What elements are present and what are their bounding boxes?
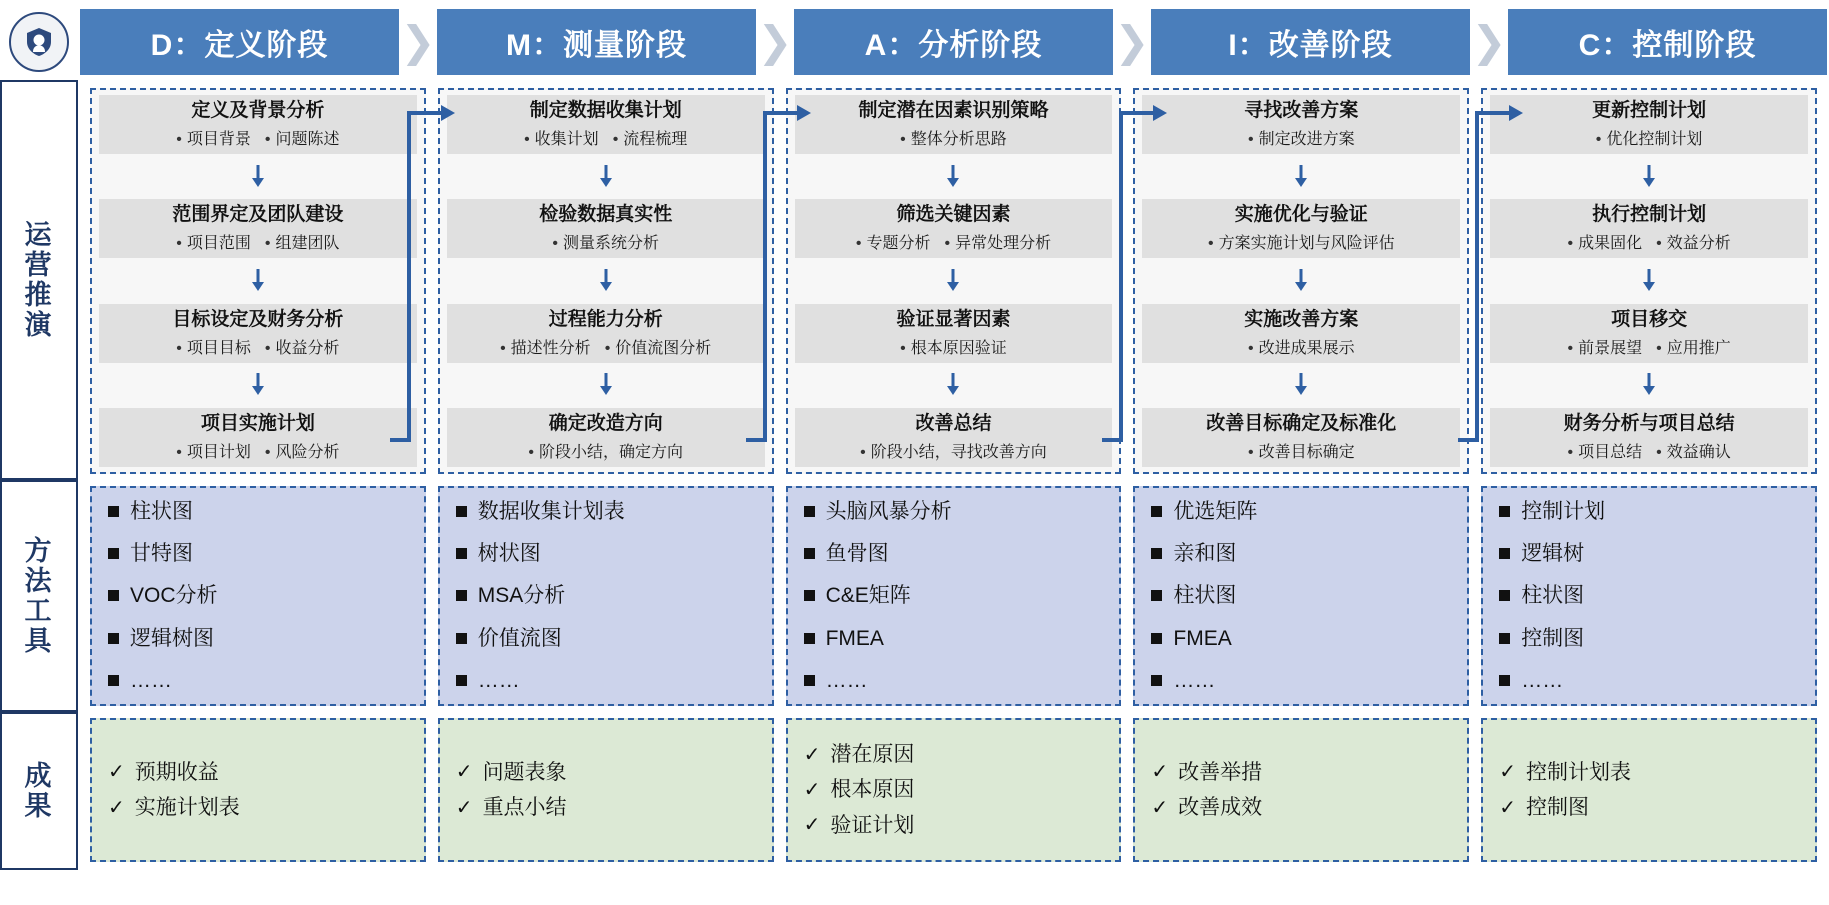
ops-step[interactable] — [447, 95, 765, 154]
outcome-item[interactable] — [456, 761, 756, 784]
outcome-item[interactable] — [804, 814, 1104, 837]
bullet-square-icon — [804, 633, 815, 644]
ops-step-items — [449, 126, 763, 149]
ops-step[interactable] — [99, 199, 417, 258]
outcome-item-label: 重点小结 — [482, 796, 567, 819]
bullet-square-icon — [804, 590, 815, 601]
ops-column-measure — [438, 88, 774, 474]
ops-step-title: 财务分析与项目总结 — [1563, 413, 1735, 435]
tool-item-label: 亲和图 — [1173, 542, 1237, 566]
ops-step-item: • 整体分析思路 — [900, 126, 1007, 149]
tool-item[interactable] — [1499, 627, 1799, 650]
tool-item-label: 控制图 — [1521, 626, 1585, 650]
bullet-square-icon — [1499, 590, 1510, 601]
band-operations — [0, 80, 1829, 480]
check-mark-icon: ✓ — [803, 743, 821, 766]
tool-item-label: FMEA — [1173, 626, 1232, 650]
tool-item[interactable] — [108, 542, 408, 565]
operations-columns — [78, 80, 1829, 480]
ops-step-items — [1144, 439, 1458, 462]
tool-item[interactable] — [1151, 584, 1451, 607]
ops-step-items — [101, 230, 415, 253]
tool-item[interactable] — [804, 627, 1104, 650]
chevron-right-icon: ❯ — [400, 18, 436, 65]
tool-item[interactable] — [804, 584, 1104, 607]
ops-step-items — [797, 126, 1111, 149]
outcome-column-control — [1481, 718, 1817, 862]
ops-step-item: • 项目范围 — [176, 230, 251, 253]
ops-step-items — [797, 335, 1111, 358]
ops-step[interactable] — [1490, 199, 1808, 258]
tool-item[interactable] — [1499, 500, 1799, 523]
ops-step[interactable] — [1490, 408, 1808, 467]
outcome-item[interactable] — [1151, 796, 1451, 819]
bullet-square-icon — [1499, 506, 1510, 517]
outcome-item[interactable] — [1499, 796, 1799, 819]
band-outcome — [0, 712, 1829, 870]
arrow-down-icon — [447, 372, 765, 398]
ops-step-items — [449, 439, 763, 462]
tools-column-analyze — [786, 486, 1122, 706]
tool-item-label: 逻辑树图 — [130, 626, 214, 650]
bullet-square-icon — [1151, 675, 1162, 686]
ops-step-items — [1144, 335, 1458, 358]
arrow-down-icon — [447, 268, 765, 294]
outcome-item-label: 根本原因 — [830, 778, 915, 802]
tool-item[interactable] — [108, 669, 408, 692]
bullet-square-icon — [1499, 633, 1510, 644]
ops-step-title: 执行控制计划 — [1592, 204, 1707, 226]
ops-step-item: • 收益分析 — [265, 335, 340, 358]
arrow-down-icon — [447, 164, 765, 190]
bullet-square-icon — [108, 633, 119, 644]
ops-step-item: • 测量系统分析 — [552, 230, 659, 253]
tool-item-label: …… — [477, 668, 520, 692]
outcome-item-label: 控制计划表 — [1525, 760, 1631, 784]
tool-item-label: C&E矩阵 — [825, 584, 911, 608]
outcome-item-label: 实施计划表 — [134, 796, 240, 819]
ops-step-title: 改善总结 — [915, 413, 992, 435]
ops-step-item: • 项目背景 — [176, 126, 251, 149]
ops-step-item: • 风险分析 — [265, 439, 340, 462]
tool-item-label: 价值流图 — [477, 626, 562, 650]
ops-step-item: • 收集计划 — [524, 126, 599, 149]
tool-item-label: …… — [130, 668, 172, 692]
tool-item-label: 柱状图 — [1173, 584, 1237, 608]
ops-step-title: 实施改善方案 — [1244, 308, 1359, 330]
ops-step-item: • 改进成果展示 — [1248, 335, 1355, 358]
ops-step-item: • 问题陈述 — [265, 126, 340, 149]
outcome-item-label: 验证计划 — [830, 813, 915, 837]
ops-step[interactable] — [795, 95, 1113, 154]
arrow-down-icon — [1142, 164, 1460, 190]
tool-item[interactable] — [804, 542, 1104, 565]
bullet-square-icon — [804, 675, 815, 686]
outcome-item[interactable] — [1499, 761, 1799, 784]
ops-step-items — [1144, 126, 1458, 149]
tool-item[interactable] — [456, 669, 756, 692]
tool-item-label: MSA分析 — [477, 584, 566, 608]
bullet-square-icon — [108, 506, 119, 517]
phase-header-measure[interactable]: M：测量阶段 — [437, 9, 756, 75]
chevron-right-icon: ❯ — [757, 18, 793, 65]
ops-step-item: • 优化控制计划 — [1596, 126, 1703, 149]
outcome-column-define — [90, 718, 426, 862]
bullet-square-icon — [1499, 548, 1510, 559]
shield-logo-icon — [9, 12, 69, 72]
arrow-down-icon — [1490, 164, 1808, 190]
bullet-square-icon — [456, 548, 467, 559]
tool-item[interactable] — [108, 500, 408, 523]
tool-item[interactable] — [108, 627, 408, 650]
arrow-down-icon — [795, 372, 1113, 398]
tool-item[interactable] — [456, 500, 756, 523]
ops-step-items — [101, 126, 415, 149]
bullet-square-icon — [1151, 548, 1162, 559]
tool-item-label: 逻辑树 — [1521, 542, 1585, 566]
tool-item[interactable] — [1499, 669, 1799, 692]
tool-item-label: 头脑风暴分析 — [825, 500, 952, 523]
outcome-item-label: 改善成效 — [1178, 796, 1263, 819]
ops-step[interactable] — [795, 408, 1113, 467]
ops-step-item: • 项目总结 — [1567, 439, 1642, 462]
tool-item[interactable] — [1499, 542, 1799, 565]
bullet-square-icon — [1151, 633, 1162, 644]
tool-item[interactable] — [804, 669, 1104, 692]
ops-step-title: 更新控制计划 — [1592, 100, 1707, 121]
arrow-down-icon — [99, 268, 417, 294]
phase-header-improve[interactable]: I：改善阶段 — [1151, 9, 1470, 75]
ops-step[interactable] — [1142, 95, 1460, 154]
bullet-square-icon — [1499, 675, 1510, 686]
arrow-down-icon — [1142, 372, 1460, 398]
ops-column-improve — [1133, 88, 1469, 474]
tool-item[interactable] — [1151, 627, 1451, 650]
ops-step-item: • 组建团队 — [265, 230, 340, 253]
band-label-operations — [0, 80, 78, 480]
ops-column-control — [1481, 88, 1817, 474]
ops-step-item: • 根本原因验证 — [900, 335, 1007, 358]
outcome-item-label: 预期收益 — [134, 760, 219, 784]
bullet-square-icon — [804, 548, 815, 559]
tools-columns — [78, 480, 1829, 712]
ops-step-items — [797, 230, 1111, 253]
band-label-outcome — [0, 712, 78, 870]
ops-step[interactable] — [1142, 199, 1460, 258]
phase-header-control[interactable]: C：控制阶段 — [1508, 9, 1827, 75]
ops-step-title: 制定数据收集计划 — [529, 100, 682, 121]
tool-item-label: …… — [1173, 668, 1216, 692]
ops-step[interactable] — [99, 95, 417, 154]
outcome-item[interactable] — [1151, 761, 1451, 784]
ops-step-item: • 效益分析 — [1656, 230, 1731, 253]
outcome-item-label: 控制图 — [1525, 796, 1589, 819]
band-label-operations-text: 运营推演 — [24, 219, 54, 341]
band-tools — [0, 480, 1829, 712]
logo-cell — [0, 12, 78, 72]
ops-step-item: • 流程梳理 — [613, 126, 688, 149]
tool-item-label: 柱状图 — [1521, 584, 1585, 608]
bullet-square-icon — [108, 590, 119, 601]
ops-step-item: • 成果固化 — [1567, 230, 1642, 253]
check-mark-icon: ✓ — [1499, 796, 1516, 819]
arrow-down-icon — [795, 164, 1113, 190]
ops-step[interactable] — [795, 304, 1113, 363]
ops-step-title: 寻找改善方案 — [1244, 100, 1359, 121]
bullet-square-icon — [456, 506, 467, 517]
check-mark-icon: ✓ — [1151, 761, 1169, 784]
check-mark-icon: ✓ — [455, 796, 473, 819]
ops-step-item: • 制定改进方案 — [1248, 126, 1355, 149]
phase-header-analyze[interactable]: A：分析阶段 — [794, 9, 1113, 75]
ops-step[interactable] — [1490, 304, 1808, 363]
check-mark-icon: ✓ — [1151, 796, 1169, 819]
ops-step-title: 过程能力分析 — [548, 308, 663, 330]
tools-column-measure — [438, 486, 774, 706]
check-mark-icon: ✓ — [1499, 761, 1516, 784]
ops-step[interactable] — [99, 304, 417, 363]
outcome-item-label: 问题表象 — [482, 760, 567, 784]
ops-step-item: • 前景展望 — [1567, 335, 1642, 358]
bullet-square-icon — [456, 590, 467, 601]
outcome-item-label: 潜在原因 — [830, 743, 915, 767]
check-mark-icon: ✓ — [108, 761, 125, 784]
ops-step-items — [449, 335, 763, 358]
ops-step-items — [1492, 439, 1806, 462]
tool-item-label: 优选矩阵 — [1173, 500, 1258, 523]
check-mark-icon: ✓ — [455, 761, 473, 784]
ops-step[interactable] — [99, 408, 417, 467]
ops-step-item: • 改善目标确定 — [1248, 439, 1355, 462]
chevron-right-icon: ❯ — [1114, 18, 1150, 65]
band-label-tools-text: 方法工具 — [24, 535, 54, 657]
ops-step[interactable] — [1142, 304, 1460, 363]
ops-step-item: • 方案实施计划与风险评估 — [1208, 230, 1395, 253]
phase-header-row — [0, 0, 1829, 80]
ops-step[interactable] — [1490, 95, 1808, 154]
outcome-item[interactable] — [456, 796, 756, 819]
arrow-down-icon — [99, 164, 417, 190]
tool-item-label: 数据收集计划表 — [477, 500, 625, 523]
outcome-column-measure — [438, 718, 774, 862]
tool-item-label: VOC分析 — [130, 584, 218, 608]
ops-column-define — [90, 88, 426, 474]
phase-headers — [78, 4, 1829, 80]
ops-step-title: 筛选关键因素 — [896, 204, 1011, 226]
ops-step-item: • 阶段小结，寻找改善方向 — [860, 439, 1047, 462]
ops-step-items — [797, 439, 1111, 462]
ops-step-title: 项目实施计划 — [200, 413, 315, 435]
bullet-square-icon — [1151, 506, 1162, 517]
tool-item[interactable] — [1151, 669, 1451, 692]
tool-item[interactable] — [456, 542, 756, 565]
outcome-column-analyze — [786, 718, 1122, 862]
ops-step[interactable] — [447, 304, 765, 363]
tool-item-label: 控制计划 — [1521, 500, 1606, 523]
tool-item[interactable] — [456, 584, 756, 607]
band-label-outcome-text: 成果 — [24, 760, 54, 821]
ops-step-item: • 描述性分析 — [500, 335, 591, 358]
ops-step[interactable] — [447, 199, 765, 258]
ops-step-items — [101, 439, 415, 462]
ops-step-title: 定义及背景分析 — [191, 100, 325, 121]
chevron-right-icon: ❯ — [1471, 18, 1507, 65]
check-mark-icon: ✓ — [108, 796, 125, 819]
arrow-down-icon — [1490, 372, 1808, 398]
outcome-item[interactable] — [804, 743, 1104, 766]
ops-step-item: • 阶段小结，确定方向 — [528, 439, 683, 462]
ops-step[interactable] — [447, 408, 765, 467]
arrow-down-icon — [1490, 268, 1808, 294]
tool-item[interactable] — [804, 500, 1104, 523]
ops-step-item: • 应用推广 — [1656, 335, 1731, 358]
tool-item-label: 树状图 — [477, 542, 541, 566]
tools-column-define — [90, 486, 426, 706]
outcome-item[interactable] — [804, 778, 1104, 801]
ops-step-items — [1492, 230, 1806, 253]
ops-step[interactable] — [795, 199, 1113, 258]
tool-item-label: …… — [825, 668, 868, 692]
ops-step-item: • 异常处理分析 — [944, 230, 1051, 253]
ops-step-items — [101, 335, 415, 358]
ops-step-title: 范围界定及团队建设 — [172, 204, 344, 226]
roadmap-grid — [0, 80, 1829, 870]
band-label-tools — [0, 480, 78, 712]
outcome-item[interactable] — [108, 761, 408, 784]
check-mark-icon: ✓ — [803, 814, 821, 837]
bullet-square-icon — [108, 675, 119, 686]
tool-item-label: 甘特图 — [130, 542, 193, 566]
outcome-item-label: 改善举措 — [1178, 760, 1263, 784]
ops-step-item: • 项目计划 — [176, 439, 251, 462]
ops-step-item: • 效益确认 — [1656, 439, 1731, 462]
ops-step-item: • 项目目标 — [176, 335, 251, 358]
tool-item[interactable] — [1151, 542, 1451, 565]
bullet-square-icon — [456, 675, 467, 686]
check-mark-icon: ✓ — [803, 779, 821, 801]
outcome-columns — [78, 712, 1829, 870]
tools-column-improve — [1133, 486, 1469, 706]
tool-item[interactable] — [456, 627, 756, 650]
ops-step[interactable] — [1142, 408, 1460, 467]
arrow-down-icon — [795, 268, 1113, 294]
ops-step-item: • 专题分析 — [856, 230, 931, 253]
arrow-down-icon — [99, 372, 417, 398]
tool-item-label: 鱼骨图 — [825, 542, 889, 566]
ops-step-title: 目标设定及财务分析 — [172, 308, 344, 330]
ops-step-title: 改善目标确定及标准化 — [1206, 413, 1397, 435]
ops-step-title: 验证显著因素 — [896, 308, 1011, 330]
bullet-square-icon — [1151, 590, 1162, 601]
bullet-square-icon — [804, 506, 815, 517]
outcome-column-improve — [1133, 718, 1469, 862]
arrow-down-icon — [1142, 268, 1460, 294]
ops-step-item: • 价值流图分析 — [605, 335, 712, 358]
ops-step-items — [1492, 335, 1806, 358]
ops-column-analyze — [786, 88, 1122, 474]
ops-step-title: 制定潜在因素识别策略 — [858, 100, 1049, 121]
tool-item[interactable] — [1499, 584, 1799, 607]
tool-item[interactable] — [108, 584, 408, 607]
tool-item-label: 柱状图 — [130, 500, 193, 523]
ops-step-title: 实施优化与验证 — [1234, 204, 1368, 226]
ops-step-title: 检验数据真实性 — [539, 204, 673, 226]
bullet-square-icon — [456, 633, 467, 644]
ops-step-title: 项目移交 — [1611, 308, 1688, 330]
ops-step-items — [1144, 230, 1458, 253]
tool-item[interactable] — [1151, 500, 1451, 523]
ops-step-items — [1492, 126, 1806, 149]
tools-column-control — [1481, 486, 1817, 706]
ops-step-items — [449, 230, 763, 253]
outcome-item[interactable] — [108, 796, 408, 819]
tool-item-label: …… — [1521, 668, 1564, 692]
tool-item-label: FMEA — [825, 626, 884, 650]
bullet-square-icon — [108, 548, 119, 559]
ops-step-title: 确定改造方向 — [548, 413, 663, 435]
phase-header-define[interactable]: D：定义阶段 — [80, 9, 399, 75]
